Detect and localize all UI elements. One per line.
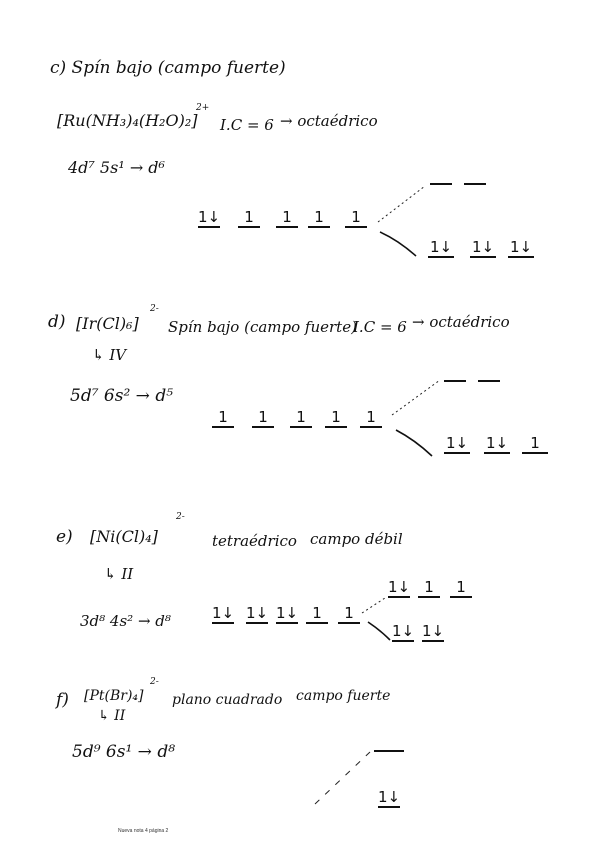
orbital-e-t2-1: 1↓ bbox=[388, 578, 411, 596]
orbital-c-free-2: 1 bbox=[238, 208, 260, 228]
orbital-c-eg-2 bbox=[464, 165, 486, 185]
orbital-e-t2-3: 1 bbox=[450, 578, 472, 598]
page-footer: Nueva nota 4 página 2 bbox=[118, 828, 169, 834]
orbital-e-e-1: 1↓ bbox=[392, 622, 415, 640]
orbital-d-free-1: 1 bbox=[212, 408, 234, 428]
section-f-heading: f) bbox=[56, 690, 69, 710]
orbital-d-eg-2 bbox=[478, 362, 500, 382]
section-f-config: 5d⁹ 6s¹ → d⁸ bbox=[72, 742, 176, 762]
orbital-c-t2g-3: 1↓ bbox=[509, 238, 533, 256]
section-f-charge: 2- bbox=[150, 677, 159, 687]
section-c-heading: c) Spín bajo (campo fuerte) bbox=[50, 58, 286, 78]
section-d-complex: [Ir(Cl)₆] bbox=[76, 314, 139, 333]
orbital-c-free-5: 1 bbox=[345, 208, 367, 228]
section-e-geometry: tetraédrico bbox=[212, 532, 297, 550]
orbital-c-free-3: 1 bbox=[276, 208, 298, 228]
orbital-d-t2g-3: 1 bbox=[522, 434, 548, 454]
section-e-config: 3d⁸ 4s² → d⁸ bbox=[80, 612, 171, 630]
orbital-e-free-2: 1↓ bbox=[246, 604, 269, 622]
section-c-ic: I.C = 6 bbox=[220, 116, 274, 134]
orbital-d-eg-1 bbox=[444, 362, 466, 382]
orbital-c-t2g-2: 1↓ bbox=[471, 238, 495, 256]
section-e-field: campo débil bbox=[310, 530, 403, 548]
section-f-field: campo fuerte bbox=[296, 688, 391, 704]
section-e-oxidation: ↳ II bbox=[104, 565, 134, 583]
section-d-config: 5d⁷ 6s² → d⁵ bbox=[70, 386, 174, 406]
orbital-e-free-5: 1 bbox=[338, 604, 360, 624]
orbital-c-eg-1 bbox=[430, 165, 452, 185]
orbital-e-free-4: 1 bbox=[306, 604, 328, 624]
orbital-d-free-4: 1 bbox=[325, 408, 347, 428]
orbital-d-t2g-1: 1↓ bbox=[445, 434, 469, 452]
section-f-complex: [Pt(Br)₄] bbox=[84, 688, 144, 704]
section-d-oxidation: ↳ IV bbox=[92, 346, 127, 364]
section-d-charge: 2- bbox=[150, 304, 159, 314]
section-f-geometry: plano cuadrado bbox=[172, 692, 283, 708]
section-c-complex: [Ru(NH₃)₄(H₂O)₂] bbox=[57, 111, 198, 130]
orbital-c-free-1: 1↓ bbox=[198, 208, 221, 226]
orbital-e-free-3: 1↓ bbox=[276, 604, 299, 622]
orbital-e-e-2: 1↓ bbox=[422, 622, 445, 640]
orbital-c-t2g-1: 1↓ bbox=[429, 238, 453, 256]
section-e-charge: 2- bbox=[176, 512, 185, 522]
orbital-d-free-5: 1 bbox=[360, 408, 382, 428]
section-d-low-spin: Spín bajo (campo fuerte) bbox=[168, 318, 357, 336]
orbital-f-lower-1: 1↓ bbox=[378, 788, 401, 806]
section-c-charge: 2+ bbox=[196, 103, 210, 113]
orbital-d-t2g-2: 1↓ bbox=[485, 434, 509, 452]
section-c-geometry: → octaédrico bbox=[280, 112, 378, 130]
section-e-heading: e) bbox=[56, 527, 73, 547]
section-c-config: 4d⁷ 5s¹ → d⁶ bbox=[68, 158, 165, 177]
orbital-f-upper-1 bbox=[374, 732, 404, 752]
section-f-oxidation: ↳ II bbox=[98, 708, 126, 724]
orbital-d-free-2: 1 bbox=[252, 408, 274, 428]
orbital-c-free-4: 1 bbox=[308, 208, 330, 228]
orbital-e-free-1: 1↓ bbox=[212, 604, 235, 622]
section-d-geometry: → octaédrico bbox=[412, 313, 510, 331]
section-d-heading: d) bbox=[48, 312, 66, 332]
orbital-e-t2-2: 1 bbox=[418, 578, 440, 598]
section-d-ic: I.C = 6 bbox=[353, 318, 407, 336]
section-e-complex: [Ni(Cl)₄] bbox=[90, 527, 158, 546]
orbital-d-free-3: 1 bbox=[290, 408, 312, 428]
